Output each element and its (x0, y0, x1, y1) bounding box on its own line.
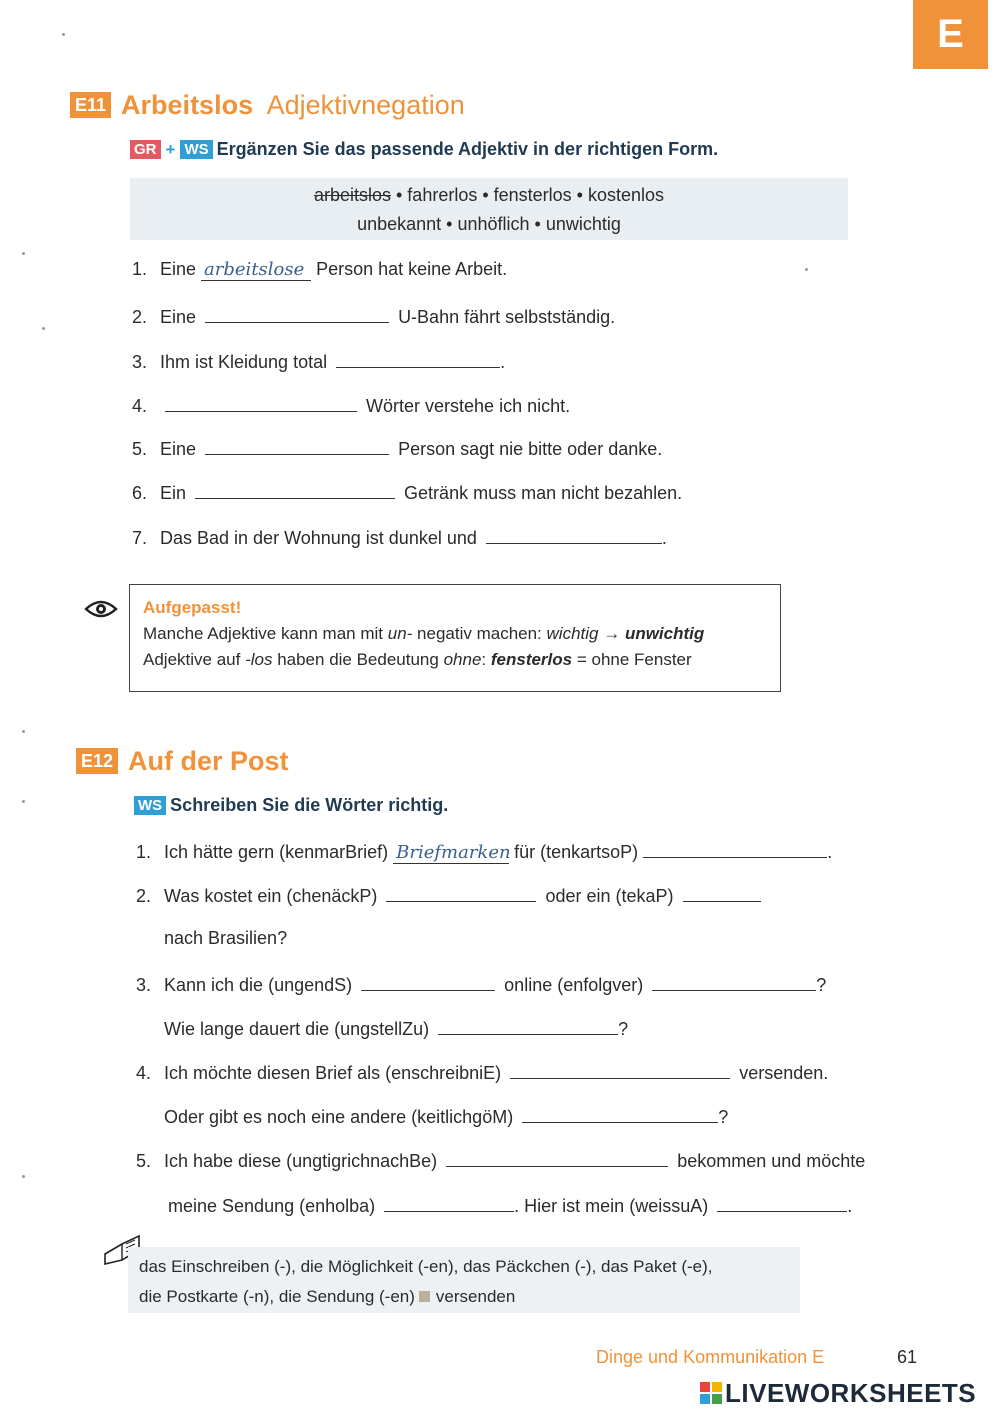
instruction-text: Schreiben Sie die Wörter richtig. (170, 795, 449, 815)
note-line-1: Manche Adjektive kann man mit un- negativ machen: wichtig → unwichtig (143, 624, 705, 643)
e12-badge: E12 (76, 748, 118, 774)
word-box (130, 178, 848, 240)
answer-field[interactable] (683, 883, 761, 902)
answer-field[interactable] (386, 883, 536, 902)
note-box (129, 584, 781, 692)
exercise-item-continued: meine Sendung (enholba) . Hier ist mein (weissuA) . (168, 1193, 852, 1217)
exercise-item: 3. Kann ich die (ungendS) online (enfolgver) ? (136, 972, 826, 996)
vocab-line-1: das Einschreiben (-), die Möglichkeit (-en), das Päckchen (-), das Paket (-e), (139, 1257, 713, 1276)
ws-tag: WS (134, 796, 166, 815)
footer-chapter-title: Dinge und Kommunikation E (596, 1347, 825, 1367)
eye-icon (84, 598, 118, 620)
exercise-item: 5. Ich habe diese (ungtigrichnachBe) bekommen und möchte (136, 1148, 865, 1172)
chapter-tab: E (913, 0, 988, 69)
answer-field[interactable] (522, 1104, 718, 1123)
e11-title: Arbeitslos Adjektivnegation (121, 90, 465, 120)
answer-field[interactable] (717, 1193, 847, 1212)
exercise-item-continued: Oder gibt es noch eine andere (keitlichgöM) ? (164, 1104, 728, 1128)
exercise-item-continued: nach Brasilien? (164, 928, 288, 948)
answer-field[interactable] (652, 972, 816, 991)
answer-field[interactable] (438, 1016, 618, 1035)
exercise-item: 2. Was kostet ein (chenäckP) oder ein (tekaP) (136, 883, 761, 907)
exercise-item: 5. Eine Person sagt nie bitte oder danke. (132, 436, 662, 460)
exercise-item: 1. Ich hätte gern (kenmarBrief) Briefmarken für (tenkartsoP) . (136, 839, 832, 864)
note-line-2: Adjektive auf -los haben die Bedeutung ohne: fensterlos = ohne Fenster (143, 650, 692, 669)
word-list-line1: • fahrerlos • fensterlos • kostenlos (391, 185, 665, 205)
struck-word: arbeitslos (313, 185, 391, 205)
answer-field[interactable]: arbeitslose (201, 259, 311, 281)
e12-header (76, 744, 289, 778)
answer-field[interactable] (486, 525, 662, 544)
word-list-line2: unbekannt • unhöflich • unwichtig (357, 214, 621, 234)
gr-tag: GR (130, 140, 161, 159)
answer-field[interactable] (205, 436, 389, 455)
exercise-item: 4. Ich möchte diesen Brief als (enschreibniE) versenden. (136, 1060, 828, 1084)
answer-field[interactable] (205, 304, 389, 323)
liveworksheets-wordmark: LIVEWORKSHEETS (725, 1377, 977, 1408)
exercise-item-continued: Wie lange dauert die (ungstellZu) ? (164, 1016, 628, 1040)
ws-tag: WS (180, 140, 212, 159)
answer-field[interactable] (446, 1148, 668, 1167)
e11-header (70, 88, 465, 122)
logo-squares-icon (700, 1382, 722, 1404)
exercise-item: 3. Ihm ist Kleidung total . (132, 349, 505, 373)
e12-title: Auf der Post (128, 746, 289, 776)
page-number: 61 (897, 1347, 918, 1367)
instruction-text: Ergänzen Sie das passende Adjektiv in der richtigen Form. (216, 139, 719, 159)
answer-field[interactable] (195, 480, 395, 499)
answer-field[interactable] (361, 972, 495, 991)
liveworksheets-logo (700, 1378, 976, 1408)
exercise-item: 4. Wörter verstehe ich nicht. (132, 393, 570, 417)
e11-instruction (130, 139, 718, 160)
e12-instruction (134, 795, 448, 816)
answer-field[interactable] (384, 1193, 514, 1212)
plus-sign: + (165, 139, 176, 159)
answer-field[interactable] (510, 1060, 730, 1079)
note-title: Aufgepasst! (143, 598, 242, 617)
exercise-item: 2. Eine U-Bahn fährt selbstständig. (132, 304, 615, 328)
exercise-item: 1. Eine arbeitslose Person hat keine Arbeit. (132, 259, 508, 280)
vocab-line-2: die Postkarte (-n), die Sendung (-en) versenden (139, 1287, 516, 1306)
vocab-box (128, 1247, 800, 1313)
answer-field[interactable] (336, 349, 500, 368)
exercise-item: 7. Das Bad in der Wohnung ist dunkel und . (132, 525, 667, 549)
e11-badge: E11 (70, 92, 111, 118)
answer-field[interactable]: Briefmarken (393, 842, 509, 864)
verb-marker-square (419, 1291, 430, 1302)
answer-field[interactable] (643, 839, 827, 858)
answer-field[interactable] (165, 393, 357, 412)
exercise-item: 6. Ein Getränk muss man nicht bezahlen. (132, 480, 682, 504)
